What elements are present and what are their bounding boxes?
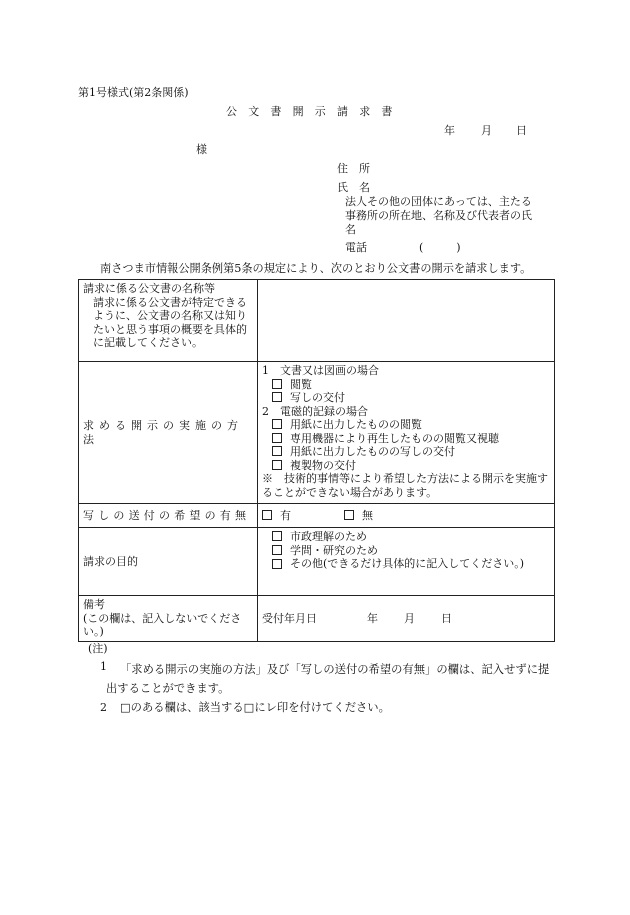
option-no[interactable]: 無 bbox=[344, 509, 373, 522]
date-day: 日 bbox=[516, 124, 527, 137]
table-row bbox=[79, 362, 555, 504]
checkbox[interactable] bbox=[272, 392, 282, 402]
purpose-label: 請求の目的 bbox=[83, 554, 138, 568]
option-duplicate[interactable]: 複製物の交付 bbox=[262, 459, 550, 473]
remarks-label-cell bbox=[79, 596, 258, 642]
address-label: 住 所 bbox=[337, 162, 370, 175]
addressee-suffix: 様 bbox=[196, 143, 207, 156]
section-electronic-heading: 2 電磁的記録の場合 bbox=[262, 404, 368, 418]
note-1-text: 「求める開示の実施の方法」及び「写しの送付の希望の有無」の欄は、記入せずに提出することができます。 bbox=[106, 663, 550, 695]
document-name-label: 請求に係る公文書の名称等 bbox=[83, 282, 215, 295]
remarks-label: 備考 bbox=[83, 598, 105, 611]
phone-label: 電話 bbox=[345, 241, 367, 254]
checkbox[interactable] bbox=[272, 545, 282, 555]
document-name-note: 請求に係る公文書が特定できるように、公文書の名称又は知りたいと思う事項の概要を具体的に記載してください。 bbox=[93, 295, 247, 349]
checkbox[interactable] bbox=[272, 531, 282, 541]
checkbox[interactable] bbox=[272, 379, 282, 389]
section-documents-heading: 1 文書又は図画の場合 bbox=[262, 364, 379, 377]
note-2-text: □のある欄は、該当する□にレ印を付けてください。 bbox=[120, 701, 390, 714]
document-name-label-cell bbox=[79, 280, 258, 362]
table-row bbox=[79, 596, 555, 642]
note-1-number: 1 bbox=[100, 660, 107, 673]
checkbox[interactable] bbox=[262, 510, 272, 520]
technical-note: ※ 技術的事情等により希望した方法による開示を実施することができない場合があります。 bbox=[262, 472, 548, 499]
table-row bbox=[79, 280, 555, 362]
checkbox[interactable] bbox=[272, 419, 282, 429]
receipt-date-cell bbox=[258, 596, 555, 642]
purpose-other[interactable]: その他(できるだけ具体的に記入してください。) bbox=[262, 557, 550, 571]
received-month: 月 bbox=[404, 611, 415, 625]
name-label: 氏 名 bbox=[337, 181, 370, 194]
corporate-note: 法人その他の団体にあっては、主たる事務所の所在地、名称及び代表者の氏名 bbox=[345, 195, 532, 236]
copy-delivery-options bbox=[258, 504, 555, 528]
purpose-options bbox=[258, 528, 555, 596]
disclosure-method-label: 求める開示の実施の方法 bbox=[83, 419, 243, 446]
request-form-table bbox=[78, 279, 555, 642]
checkbox[interactable] bbox=[272, 559, 282, 569]
checkbox[interactable] bbox=[272, 460, 282, 470]
disclosure-method-label-cell bbox=[79, 362, 258, 504]
notes-heading: (注) bbox=[88, 642, 108, 655]
table-row bbox=[79, 528, 555, 596]
received-day: 日 bbox=[441, 611, 452, 625]
purpose-research[interactable]: 学問・研究のため bbox=[262, 544, 550, 558]
received-date-label: 受付年月日 bbox=[262, 611, 317, 625]
date-month: 月 bbox=[481, 124, 492, 137]
received-year: 年 bbox=[367, 611, 378, 625]
option-print-copy[interactable]: 用紙に出力したものの写しの交付 bbox=[262, 445, 550, 459]
note-2-number: 2 bbox=[100, 701, 107, 714]
checkbox[interactable] bbox=[272, 433, 282, 443]
option-print-inspection[interactable]: 用紙に出力したものの閲覧 bbox=[262, 418, 550, 432]
purpose-civic[interactable]: 市政理解のため bbox=[262, 530, 550, 544]
option-device-playback[interactable]: 専用機器により再生したものの閲覧又視聴 bbox=[262, 432, 550, 446]
intro-text: 南さつま市情報公開条例第5条の規定により、次のとおり公文書の開示を請求します。 bbox=[100, 262, 532, 275]
table-row bbox=[79, 504, 555, 528]
disclosure-method-options bbox=[258, 362, 555, 504]
copy-delivery-label: 写しの送付の希望の有無 bbox=[83, 508, 251, 522]
form-number: 第1号様式(第2条関係) bbox=[78, 86, 189, 99]
remarks-note: (この欄は、記入しないでください。) bbox=[83, 611, 242, 638]
option-yes[interactable]: 有 bbox=[262, 509, 344, 523]
checkbox[interactable] bbox=[272, 446, 282, 456]
copy-delivery-label-cell bbox=[79, 504, 258, 528]
checkbox[interactable] bbox=[344, 510, 354, 520]
option-inspection[interactable]: 閲覧 bbox=[262, 378, 550, 392]
date-year: 年 bbox=[444, 124, 455, 137]
purpose-label-cell bbox=[79, 528, 258, 596]
document-name-input[interactable] bbox=[258, 280, 555, 362]
phone-paren: ( ) bbox=[419, 241, 461, 254]
option-copy-delivery[interactable]: 写しの交付 bbox=[262, 391, 550, 405]
form-title: 公文書開示請求書 bbox=[226, 105, 404, 118]
